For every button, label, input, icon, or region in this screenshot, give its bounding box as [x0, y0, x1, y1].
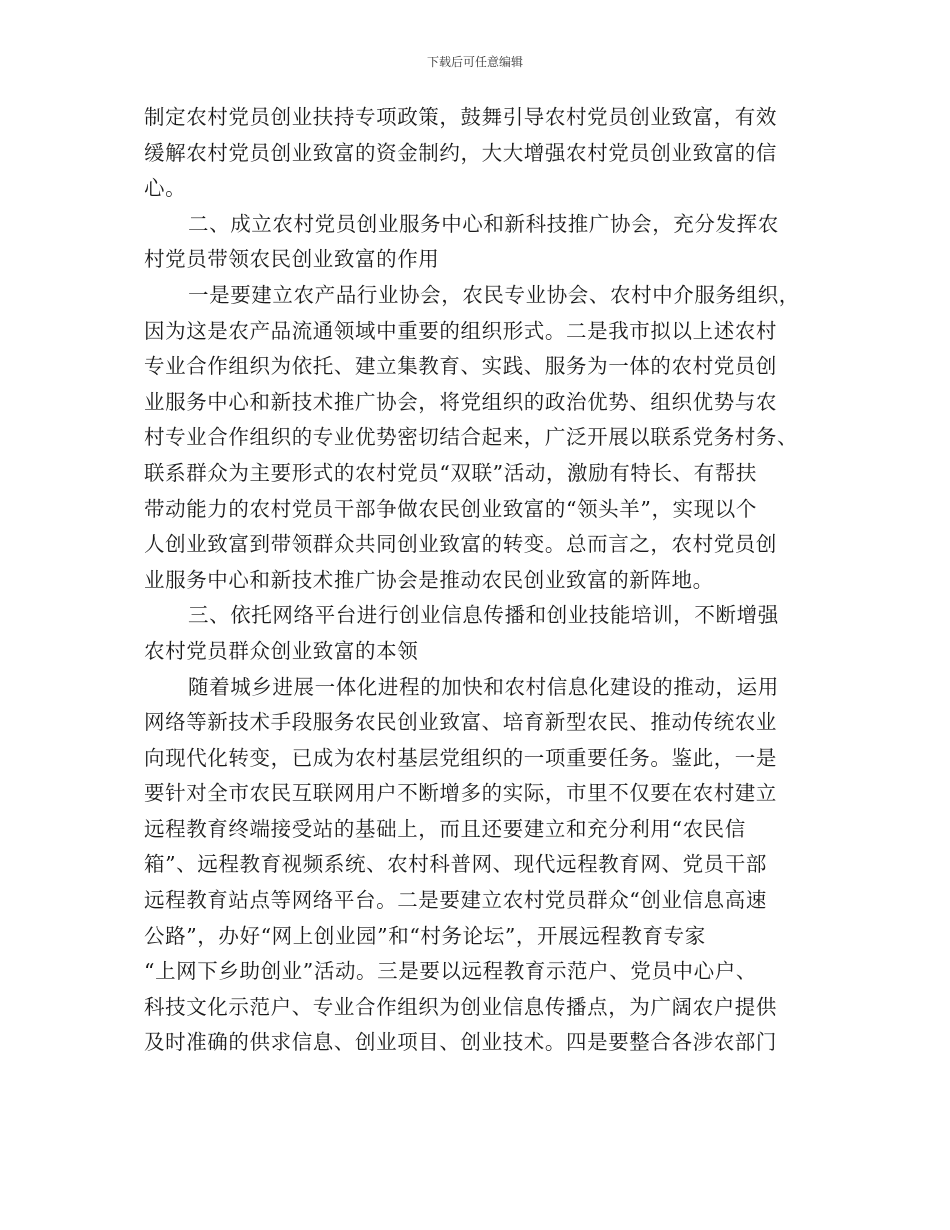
text-line: 带动能力的农村党员干部争做农民创业致富的“领头羊”，实现以个 — [144, 496, 757, 521]
text-line: “上网下乡助创业”活动。三是要以远程教育示范户、党员中心户、 — [144, 959, 757, 984]
document-body — [144, 100, 808, 1061]
paragraph-1 — [144, 100, 808, 207]
text-line: 缓解农村党员创业致富的资金制约，大大增强农村党员创业致富的信 — [144, 140, 777, 165]
text-line: 远程教育站点等网络平台。二是要建立农村党员群众“创业信息高速 — [144, 888, 767, 913]
text-line: 箱”、远程教育视频系统、农村科普网、现代远程教育网、党员干部 — [144, 852, 767, 877]
text-line: 公路”，办好“网上创业园”和“村务论坛”，开展远程教育专家 — [144, 923, 706, 948]
text-line: 联系群众为主要形式的农村党员“双联”活动，激励有特长、有帮扶 — [144, 460, 757, 485]
text-line: 网络等新技术手段服务农民创业致富、培育新型农民、推动传统农业 — [144, 710, 777, 735]
page-header: 下载后可任意编辑 — [426, 55, 523, 69]
text-line: 远程教育终端接受站的基础上，而且还要建立和充分利用“农民信 — [144, 816, 746, 841]
text-line: 制定农村党员创业扶持专项政策，鼓舞引导农村党员创业致富，有效 — [144, 105, 777, 129]
text-line: 心。 — [144, 176, 187, 201]
text-line: 科技文化示范户、专业合作组织为创业信息传播点，为广阔农户提供 — [144, 994, 777, 1019]
text-line: 业服务中心和新技术推广协会，将党组织的政治优势、组织优势与农 — [144, 389, 777, 414]
text-line: 因为这是农产品流通领域中重要的组织形式。二是我市拟以上述农村 — [144, 318, 777, 343]
heading-line: 二、成立农村党员创业服务中心和新科技推广协会，充分发挥农 — [188, 211, 779, 236]
paragraph-2 — [144, 278, 808, 598]
paragraph-3 — [144, 670, 808, 1062]
text-line: 向现代化转变，已成为农村基层党组织的一项重要任务。鉴此，一是 — [144, 745, 777, 770]
heading-line: 村党员带领农民创业致富的作用 — [144, 247, 440, 272]
text-line: 要针对全市农民互联网用户不断增多的实际，市里不仅要在农村建立 — [144, 781, 777, 806]
text-line: 及时准确的供求信息、创业项目、创业技术。四是要整合各涉农部门 — [144, 1030, 777, 1055]
text-line: 业服务中心和新技术推广协会是推动农民创业致富的新阵地。 — [144, 567, 714, 592]
section-heading-3 — [144, 598, 808, 669]
text-line: 一是要建立农产品行业协会，农民专业协会、农村中介服务组织， — [188, 282, 800, 307]
text-line: 随着城乡进展一体化进程的加快和农村信息化建设的推动，运用 — [188, 674, 779, 699]
text-line: 村专业合作组织的专业优势密切结合起来，广泛开展以联系党务村务、 — [144, 425, 799, 450]
text-line: 专业合作组织为依托、建立集教育、实践、服务为一体的农村党员创 — [144, 354, 777, 379]
section-heading-2 — [144, 207, 808, 278]
text-line: 人创业致富到带领群众共同创业致富的转变。总而言之，农村党员创 — [144, 532, 777, 557]
heading-line: 农村党员群众创业致富的本领 — [144, 638, 419, 663]
heading-line: 三、依托网络平台进行创业信息传播和创业技能培训，不断增强 — [188, 603, 779, 628]
